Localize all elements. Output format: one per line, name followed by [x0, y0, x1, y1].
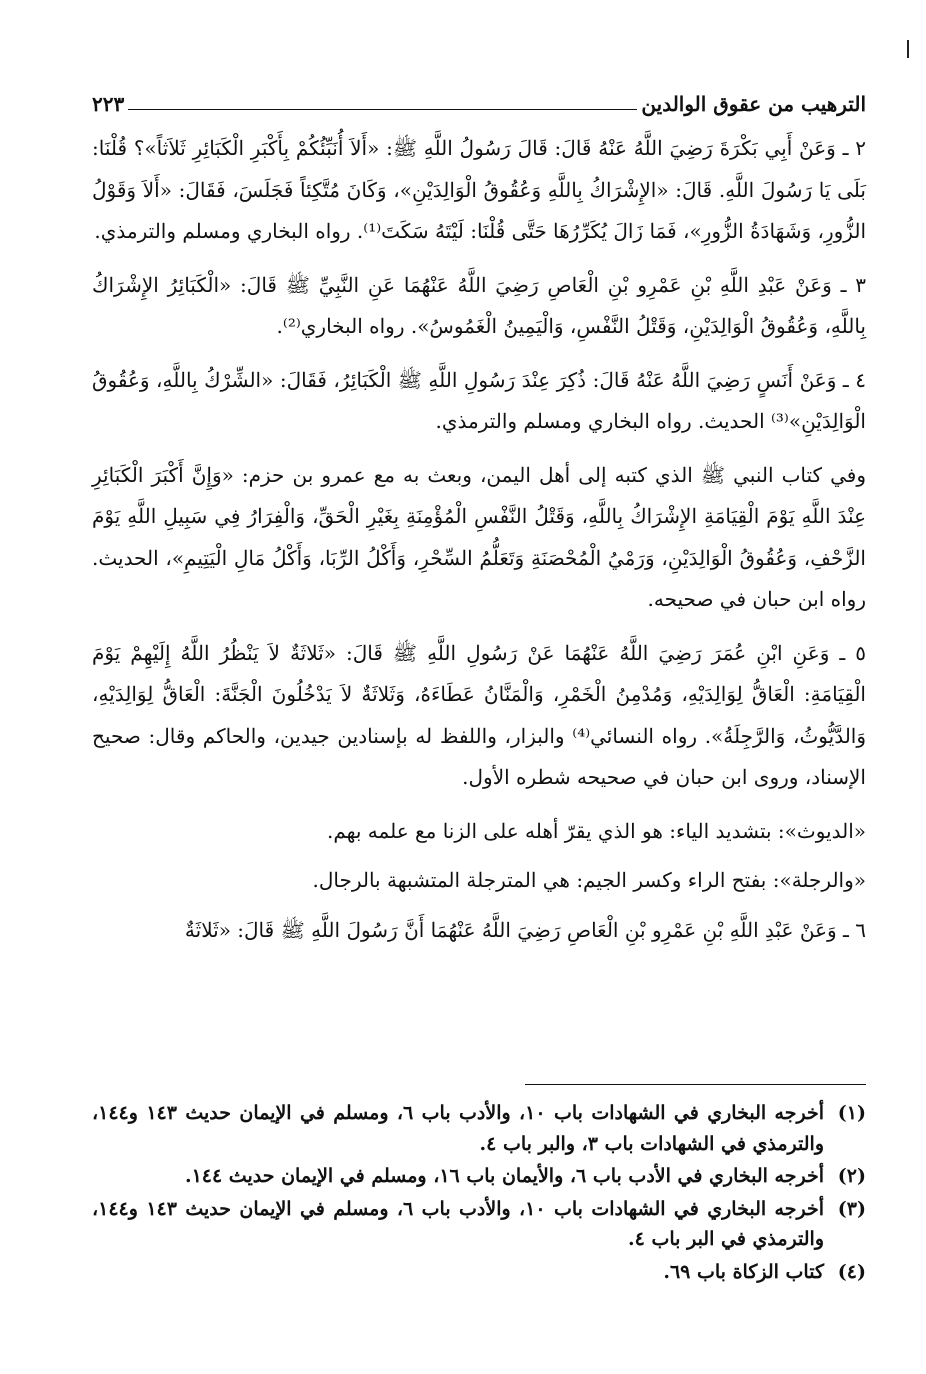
yemen-letter-paragraph: وفي كتاب النبي ﷺ الذي كتبه إلى أهل اليمن، وبعث به مع عمرو بن حزم: «وَإِنَّ أَكْبَرَ الْكَبَائِرِ عِنْدَ اللَّهِ يَوْمَ الْقِيَامَةِ الإِشْرَاكُ بِاللَّهِ، وَقَتْلُ النَّفْسِ الْمُؤْمِنَةِ بِغَيْرِ الْحَقِّ، وَالْفِرَارُ فِي سَبِيلِ اللَّهِ يَوْمَ الزَّحْفِ، وَعُقُوقُ الْوَالِدَيْنِ، وَرَمْيُ الْمُحْصَنَةِ وَتَعَلُّمُ السِّحْرِ، وَأَكْلُ الرِّبَا، وَأَكْلُ مَالِ الْيَتِيمِ»، الحديث. رواه ابن حبان في صحيحه.	[92, 462, 866, 611]
main-text	[92, 128, 866, 963]
footnote-text: أخرجه البخاري في الشهادات باب ١٠، والأدب باب ٦، ومسلم في الإيمان حديث ١٤٣ و١٤٤، والترمذي في البر باب ٤.	[92, 1197, 824, 1250]
footnote-separator	[525, 1084, 866, 1085]
footnote-number: (١)	[837, 1102, 866, 1124]
hadith-5: ٥ ـ وَعَنِ ابْنِ عُمَرَ رَضِيَ اللَّهُ عَنْهُمَا عَنْ رَسُولِ اللَّهِ ﷺ قَالَ: «ثَلاثَةٌ لاَ يَنْظُرُ اللَّهُ إِلَيْهِمْ يَوْمَ الْقِيَامَةِ: الْعَاقُّ لِوَالِدَيْهِ، وَمُدْمِنُ الْخَمْرِ، وَالْمَنَّانُ عَطَاءَهُ، وَثَلاثَةٌ لاَ يَدْخُلُونَ الْجَنَّةَ: الْعَاقُّ لِوَالِدَيْهِ، وَالدَّيُّوثُ، وَالرَّجِلَةُ». رواه النسائي⁽⁴⁾ والبزار، واللفظ له بإسنادين جيدين، والحاكم وقال: صحيح الإسناد، وروى ابن حبان في صحيحه شطره الأول.	[92, 640, 867, 789]
footnote-1	[92, 1098, 866, 1159]
footnotes	[92, 1098, 866, 1289]
footnote-2	[92, 1161, 866, 1192]
hadith-3: ٣ ـ وَعَنْ عَبْدِ اللَّهِ بْنِ عَمْرِو بْنِ الْعَاصِ رَضِيَ اللَّهُ عَنْهُمَا عَنِ النَّبِيِّ ﷺ قَالَ: «الْكَبَائِرُ الإِشْرَاكُ بِاللَّهِ، وَعُقُوقُ الْوَالِدَيْنِ، وَقَتْلُ النَّفْسِ، وَالْيَمِينُ الْغَمُوسُ». رواه البخاري⁽²⁾.	[92, 272, 866, 338]
hadith-4: ٤ ـ وَعَنْ أَنَسٍ رَضِيَ اللَّهُ عَنْهُ قَالَ: ذُكِرَ عِنْدَ رَسُولِ اللَّهِ ﷺ الْكَبَائِرُ، فَقَالَ: «الشِّرْكُ بِاللَّهِ، وَعُقُوقُ الْوَالِدَيْنِ»⁽³⁾ الحديث. رواه البخاري ومسلم والترمذي.	[92, 367, 866, 433]
footnote-4	[92, 1257, 866, 1288]
footnote-number: (٢)	[837, 1165, 866, 1187]
running-header	[92, 86, 866, 116]
footnote-3	[92, 1194, 866, 1255]
header-rule	[128, 109, 637, 110]
running-title: الترهيب من عقوق الوالدين	[641, 92, 866, 116]
corner-mark	[907, 40, 909, 58]
definition-rajilah: «والرجلة»: بفتح الراء وكسر الجيم: هي المترجلة المتشبهة بالرجال.	[312, 868, 866, 892]
page-number: ٢٢٣	[92, 92, 125, 116]
definition-dayyuth: «الديوث»: بتشديد الياء: هو الذي يقرّ أهله على الزنا مع علمه بهم.	[326, 818, 866, 843]
footnote-number: (٣)	[837, 1197, 866, 1220]
footnote-text: أخرجه البخاري في الشهادات باب ١٠، والأدب باب ٦، ومسلم في الإيمان حديث ١٤٣ و١٤٤، والترمذي في الشهادات باب ٣، والبر باب ٤.	[92, 1102, 824, 1155]
footnote-text: كتاب الزكاة باب ٦٩.	[663, 1260, 824, 1283]
footnote-number: (٤)	[837, 1260, 866, 1283]
hadith-6: ٦ ـ وَعَنْ عَبْدِ اللَّهِ بْنِ عَمْرِو بْنِ الْعَاصِ رَضِيَ اللَّهُ عَنْهُمَا أَنَّ رَسُولَ اللَّهِ ﷺ قَالَ: «ثَلاثَةٌ	[184, 917, 866, 942]
footnote-text: أخرجه البخاري في الأدب باب ٦، والأيمان باب ١٦، ومسلم في الإيمان حديث ١٤٤.	[184, 1165, 824, 1187]
hadith-2: ٢ ـ وَعَنْ أَبِي بَكْرَةَ رَضِيَ اللَّهُ عَنْهُ قَالَ: قَالَ رَسُولُ اللَّهِ ﷺ: «أَلاَ أُنَبِّئُكُمْ بِأَكْبَرِ الْكَبَائِرِ ثَلاَثاً»؟ قُلْنَا: بَلَى يَا رَسُولَ اللَّهِ. قَالَ: «الإِشْرَاكُ بِاللَّهِ وَعُقُوقُ الْوَالِدَيْنِ»، وَكَانَ مُتَّكِئاً فَجَلَسَ، فَقَالَ: «أَلاَ وَقَوْلُ الزُّورِ، وَشَهَادَةُ الزُّورِ»، فَمَا زَالَ يُكَرِّرُهَا حَتَّى قُلْنَا: لَيْتَهُ سَكَتَ⁽¹⁾. رواه البخاري ومسلم والترمذي.	[92, 136, 866, 243]
